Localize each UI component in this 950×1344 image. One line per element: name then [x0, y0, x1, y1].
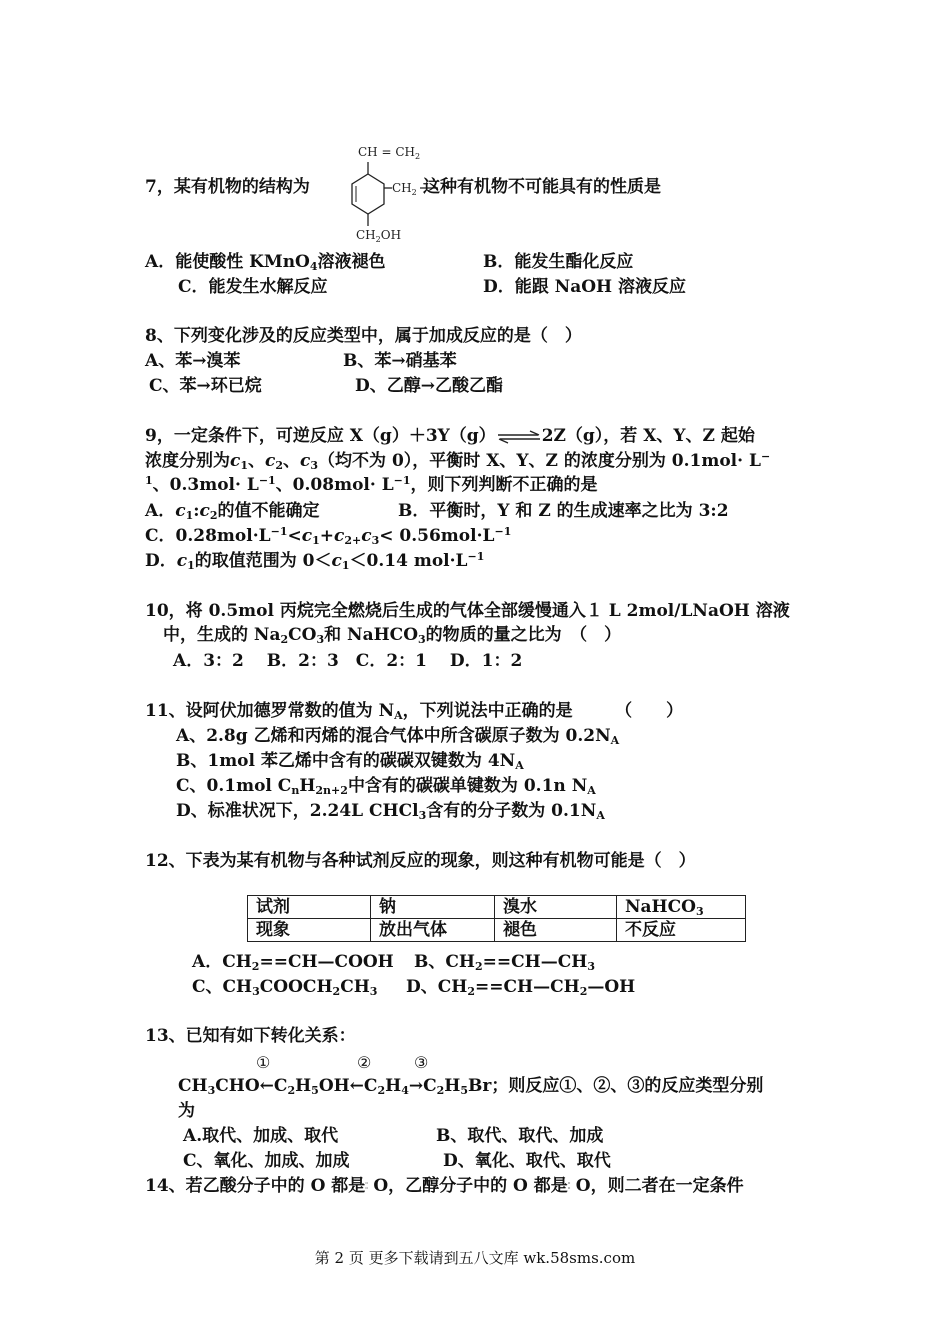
q11-stem: 11、设阿伏加德罗常数的值为 $N_A$，下列说法中正确的是 （ ） [145, 701, 684, 722]
q8-option-c: C、苯→环已烷 [149, 376, 262, 396]
table-cell: NaHCO$_3$ [617, 896, 746, 919]
q7-option-c: C．能发生水解反应 [178, 277, 328, 297]
q11-option-c: C、0.1mol $C_nH_{2n+2}$中含有的碳碳单键数为 0.1n $N_A$ [176, 776, 596, 797]
table-cell: 钠 [371, 896, 495, 919]
q12-option-d: D、$CH_2==CH—CH_2—OH$ [406, 977, 636, 998]
q7-option-a: A．能使酸性 KMnO$_4$溶液褪色 [145, 252, 386, 273]
struct-side-label: $CH_2$ [392, 181, 417, 197]
q7-option-d: D．能跟 NaOH 溶液反应 [483, 277, 687, 297]
q9-line-1: 9，一定条件下，可逆反应 X（g）＋3Y（g） 2Z（g），若 X、Y、Z 起始 [145, 426, 755, 446]
q13-wei: 为 [178, 1101, 195, 1121]
reaction-2-marker: ② [357, 1053, 372, 1072]
q14-line-1: 14、若乙酸分子中的 O 都是▫ ▫ O，乙醇分子中的 O 都是▫ ▫ O，则二者在一定条件 [145, 1176, 744, 1196]
q8-option-a: A、苯→溴苯 [145, 351, 241, 371]
struct-bottom-label: $CH_2OH$ [356, 228, 402, 244]
reaction-3-marker: ③ [414, 1053, 429, 1072]
q9-option-b: B．平衡时，Y 和 Z 的生成速率之比为 3:2 [398, 501, 729, 521]
q12-option-c: C、$CH_3COOCH_2CH_3$ [192, 977, 378, 998]
q10-line-1: 10，将 0.5mol 丙烷完全燃烧后生成的气体全部缓慢通入１ L 2mol/LNaOH 溶液 [145, 601, 790, 621]
page-footer: 第 2 页 更多下载请到五八文库 wk.58sms.com [314, 1249, 636, 1267]
q10-options: A．3：2 B．2：3 C．2：1 D．1：2 [173, 651, 523, 671]
q9-option-a: A．$c_1:c_2$的值不能确定 [145, 501, 320, 522]
isotope-label-icon: ▫ ▫ [365, 1180, 369, 1190]
q7-stem-tail: 这种有机物不可能具有的性质是 [423, 177, 661, 197]
equilibrium-arrow-icon [496, 430, 542, 444]
q13-option-d: D、氧化、取代、取代 [443, 1151, 611, 1171]
table-cell: 现象 [248, 919, 371, 942]
q13-stem: 13、已知有如下转化关系： [145, 1026, 356, 1046]
table-row [248, 896, 746, 919]
q13-option-c: C、氧化、加成、加成 [183, 1151, 350, 1171]
q13-option-a: A.取代、加成、取代 [183, 1126, 339, 1146]
table-row [248, 919, 746, 942]
table-cell: 不反应 [617, 919, 746, 942]
q13-option-b: B、取代、取代、加成 [436, 1126, 604, 1146]
q12-stem: 12、下表为某有机物与各种试剂反应的现象，则这种有机物可能是（ ） [145, 851, 696, 871]
q9-line-3: $^1$、$0.3mol\cdot L^{-1}$、$0.08mol\cdot L^{-1}$，则下列判断不正确的是 [145, 474, 598, 495]
q13-chain: $CH_3CHO\leftarrow C_2H_5OH\leftarrow C_2H_4\to C_2H_5Br$；则反应①、②、③的反应类型分别 [178, 1076, 764, 1097]
reagent-table [247, 895, 746, 942]
table-cell: 褪色 [495, 919, 617, 942]
q8-stem: 8、下列变化涉及的反应类型中，属于加成反应的是（ ） [145, 326, 582, 346]
q7-option-b: B．能发生酯化反应 [483, 252, 634, 272]
table-cell: 试剂 [248, 896, 371, 919]
q12-option-a: A．$CH_2==CH—COOH$ [192, 952, 394, 973]
reaction-1-marker: ① [256, 1053, 271, 1072]
q11-option-d: D、标准状况下，2.24L CHCl$_3$含有的分子数为 $0.1N_A$ [176, 801, 605, 822]
q8-option-d: D、乙醇→乙酸乙酯 [355, 376, 503, 396]
q9-option-d: D．$c_1$的取值范围为 $0<c_1<0.14$ $mol\cdot L^{-1}$ [145, 550, 485, 572]
q7-stem: 7，某有机物的结构为 [145, 177, 310, 197]
q11-option-a: A、2.8g 乙烯和丙烯的混合气体中所含碳原子数为 $0.2N_A$ [176, 726, 620, 747]
struct-top-label: CH = $CH_2$ [358, 145, 421, 161]
q11-option-b: B、1mol 苯乙烯中含有的碳碳双键数为 $4N_A$ [176, 751, 524, 772]
q9-line-2: 浓度分别为$c_1$、$c_2$、$c_3$（均不为 0），平衡时 X、Y、Z 的浓度分别为 0.1mol· L− [145, 450, 771, 472]
q8-option-b: B、苯→硝基苯 [343, 351, 457, 371]
q12-option-b: B、$CH_2==CH—CH_3$ [414, 952, 595, 973]
table-cell: 溴水 [495, 896, 617, 919]
isotope-label-icon: ▫ ▫ [567, 1180, 571, 1190]
q9-option-c: C．$0.28mol\cdot L^{-1}<c_1+c_{2+}c_3< 0.56mol\cdot L^{-1}$ [145, 525, 512, 547]
table-cell: 放出气体 [371, 919, 495, 942]
q10-line-2: 中，生成的 $Na_2CO_3$和 NaHCO$_3$的物质的量之比为 （ ） [163, 625, 622, 646]
